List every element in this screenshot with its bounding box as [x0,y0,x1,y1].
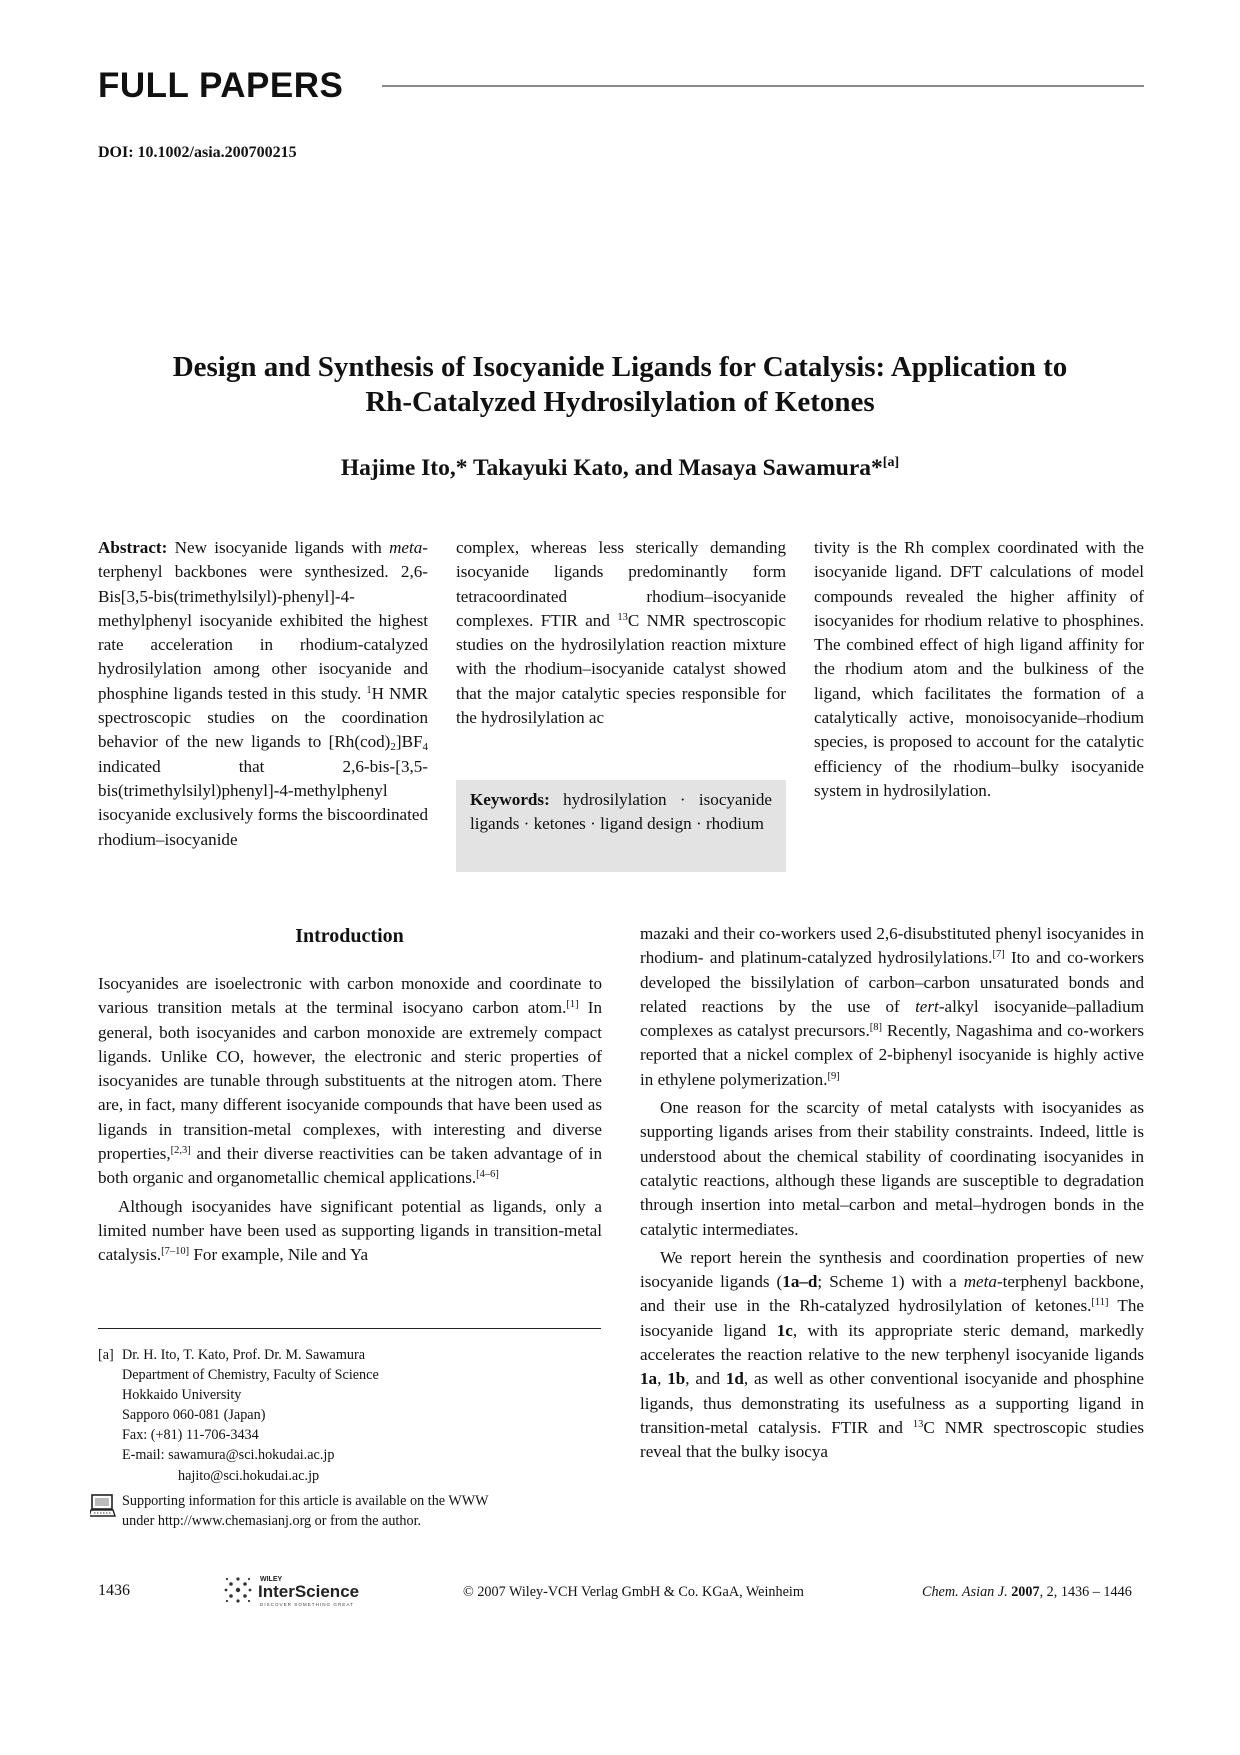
keywords-text: hydrosilylation · isocyanide ligands · ketones · ligand design · rhodium [470,790,772,834]
intro-paragraph-2 [98,1195,602,1268]
section-banner: FULL PAPERS [98,66,344,105]
copyright-notice: © 2007 Wiley-VCH Verlag GmbH & Co. KGaA, Weinheim [463,1584,804,1600]
footnote-line: Dr. H. Ito, T. Kato, Prof. Dr. M. Sawamura [122,1347,365,1363]
abstract-text: ]BF [395,732,423,752]
body-text: and their diverse reactivities can be taken advantage of in both organic and organometallic chemical applications. [98,1144,602,1188]
body-text: The isocyanide ligand [640,1296,1145,1340]
body-text: Isocyanides are isoelectronic with carbon monoxide and coordinate to various transition metals at the terminal isocyano carbon atom. [98,974,602,1018]
footnote-label: [a] [98,1347,114,1363]
body-text: -terphenyl backbone, and their use in the Rh-catalyzed hydrosilylation of ketones. [640,1272,1144,1316]
abstract-superscript: 13 [617,611,628,623]
abstract-text: complex, whereas less sterically demanding isocyanide ligands predominantly form tetracoordinated rhodium–isocyanide complexes. FTIR and [456,538,786,630]
citation[interactable]: [4–6] [476,1169,499,1181]
author-list [100,455,1140,482]
citation[interactable]: [9] [827,1070,840,1082]
journal-volume-pages: , 2, 1436 – 1446 [1039,1584,1132,1600]
abstract-text: indicated that 2,6-bis-[3,5-bis(trimethylsilyl)phenyl]-4-methylphenyl isocyanide exclusively forms the biscoordinated rhodium–isocyanide [98,756,428,849]
body-text: For example, Nile and Ya [189,1245,369,1265]
authors: Hajime Ito,* Takayuki Kato, and Masaya Sawamura* [340,455,883,481]
abstract-text: New isocyanide ligands with [167,538,390,557]
logo-tagline: DISCOVER SOMETHING GREAT [260,1602,354,1607]
intro-paragraph-5 [640,1246,1144,1465]
introduction-heading: Introduction [295,925,404,947]
footnote-line: Sapporo 060-081 (Japan) [122,1407,266,1424]
citation[interactable]: [8] [869,1022,882,1034]
footnote-line: Department of Chemistry, Faculty of Science [122,1367,379,1384]
article-title [100,350,1140,420]
body-text: C NMR spectroscopic studies reveal that the bulky isocya [640,1417,1144,1462]
support-line: Supporting information for this article is available on the WWW [122,1493,489,1509]
citation[interactable]: [7–10] [161,1246,190,1258]
footnote-line: Fax: (+81) 11-706-3434 [122,1427,259,1444]
email-link[interactable]: hajito@sci.hokudai.ac.jp [178,1467,320,1484]
section-banner-rule [382,85,1144,87]
abstract-label: Abstract: [98,538,168,557]
body-text: , as well as other conventional isocyanide and phosphine ligands, thus demonstrating its usefulness as a supporting ligand in transition-metal catalysis. FTIR and [640,1369,1144,1437]
body-text: Although isocyanides have significant potential as ligands, only a limited number have been used as supporting ligands in transition-metal catalysis. [98,1196,602,1265]
body-text: meta [963,1272,997,1292]
body-right-column [640,922,1144,1465]
compound-label: 1c [776,1320,793,1340]
body-text: , with its appropriate steric demand, markedly accelerates the reaction relative to the new terphenyl isocyanide ligands [640,1320,1144,1365]
computer-icon [90,1494,116,1523]
keywords-label: Keywords: [470,790,550,809]
abstract-subscript: 2 [390,741,396,754]
abstract-column-1 [98,536,428,852]
abstract-text: meta [389,538,423,557]
support-line[interactable]: under http://www.chemasianj.org or from the author. [122,1513,422,1530]
body-left-column [98,972,602,1268]
citation[interactable]: [1] [566,999,579,1011]
abstract-column-2 [456,536,786,730]
abstract-text: -terphenyl backbones were synthesized. 2,6-Bis[3,5-bis(trimethylsilyl)-phenyl]-4-methylphenyl isocyanide exhibited the highest rate acceleration in rhodium-catalyzed hydrosilylation among other isocyanide and phosphine ligands tested in this study. [98,538,428,703]
body-text: ; Scheme 1) with a [817,1272,964,1292]
compound-label: 1d [725,1369,744,1389]
affiliation-mark: [a] [882,455,900,471]
doi[interactable]: DOI: 10.1002/asia.200700215 [98,144,297,161]
abstract-text: C NMR spectroscopic studies on the hydrosilylation reaction mixture with the rhodium–isocyanide catalyst showed that the major catalytic species responsible for the hydrosilylation ac [456,610,786,728]
body-text: Recently, Nagashima and co-workers reported that a nickel complex of 2-biphenyl isocyanide is highly active in ethylene polymerization. [640,1021,1144,1089]
body-text: Ito and co-workers developed the bissilylation of carbon–carbon unsaturated bonds and related reactions by the use of [640,948,1144,1016]
journal-year: 2007 [1011,1584,1040,1600]
title-line-2: Rh-Catalyzed Hydrosilylation of Ketones [365,386,875,418]
abstract-column-3: tivity is the Rh complex coordinated with the isocyanide ligand. DFT calculations of model compounds revealed the higher affinity of isocyanides for rhodium relative to phosphines. The combined effect of high ligand affinity for the rhodium atom and the bulkiness of the ligand, which facilitates the formation of a catalytically active, monoisocyanide–rhodium species, is proposed to account for the catalytic efficiency of the rhodium–bulky isocyanide system in hydrosilylation. [814,538,1144,800]
supporting-info-note [122,1491,612,1531]
page-number: 1436 [98,1582,130,1599]
intro-paragraph-3 [640,922,1144,1092]
citation[interactable]: [11] [1091,1297,1109,1309]
compound-label: 1b [667,1369,686,1389]
journal-citation [922,1584,1132,1601]
body-superscript: 13 [912,1418,924,1430]
title-line-1: Design and Synthesis of Isocyanide Ligands for Catalysis: Application to [172,351,1068,383]
body-text: mazaki and their co-workers used 2,6-disubstituted phenyl isocyanides in rhodium- and platinum-catalyzed hydrosilylations. [640,924,1144,968]
body-text: -alkyl isocyanide–palladium complexes as catalyst precursors. [640,996,1144,1041]
footnote-rule [98,1328,601,1329]
footnote-line: Hokkaido University [122,1387,242,1404]
body-text: We report herein the synthesis and coordination properties of new isocyanide ligands ( [640,1247,1144,1292]
intro-paragraph-1 [98,972,602,1191]
logo-wiley-text: WILEY [260,1576,283,1583]
citation[interactable]: [7] [992,949,1005,961]
journal-name: Chem. Asian J. [922,1584,1008,1600]
email-link[interactable]: E-mail: sawamura@sci.hokudai.ac.jp [122,1447,335,1464]
abstract-superscript: 1 [366,684,372,696]
body-text: tert [915,996,939,1016]
keywords-box [456,780,786,872]
logo-interscience-text: InterScience [258,1582,360,1601]
body-text: , [657,1369,668,1389]
wiley-interscience-logo [222,1570,382,1615]
citation[interactable]: [2,3] [170,1145,191,1157]
abstract-text: H NMR spectroscopic studies on the coordination behavior of the new ligands to [Rh(cod) [98,683,428,752]
body-text: In general, both isocyanides and carbon monoxide are extremely compact ligands. Unlike CO, however, the electronic and steric properties of isocyanides are tunable through substituents at the nitrogen atom. There are, in fact, many different isocyanide compounds that have been used as ligands in transition-metal complexes, with interesting and diverse properties, [98,998,603,1164]
abstract-subscript: 4 [422,741,428,754]
compound-label: 1a [640,1369,658,1389]
body-text: , and [685,1369,726,1389]
intro-paragraph-4: One reason for the scarcity of metal catalysts with isocyanides as supporting ligands arises from their stability constraints. Indeed, little is understood about the chemical stability of coordinating isocyanides in catalytic reactions, although these ligands are susceptible to degradation through insertion into metal–carbon and metal–hydrogen bonds in the catalytic intermediates. [640,1098,1144,1239]
compound-label: 1a–d [782,1272,818,1292]
